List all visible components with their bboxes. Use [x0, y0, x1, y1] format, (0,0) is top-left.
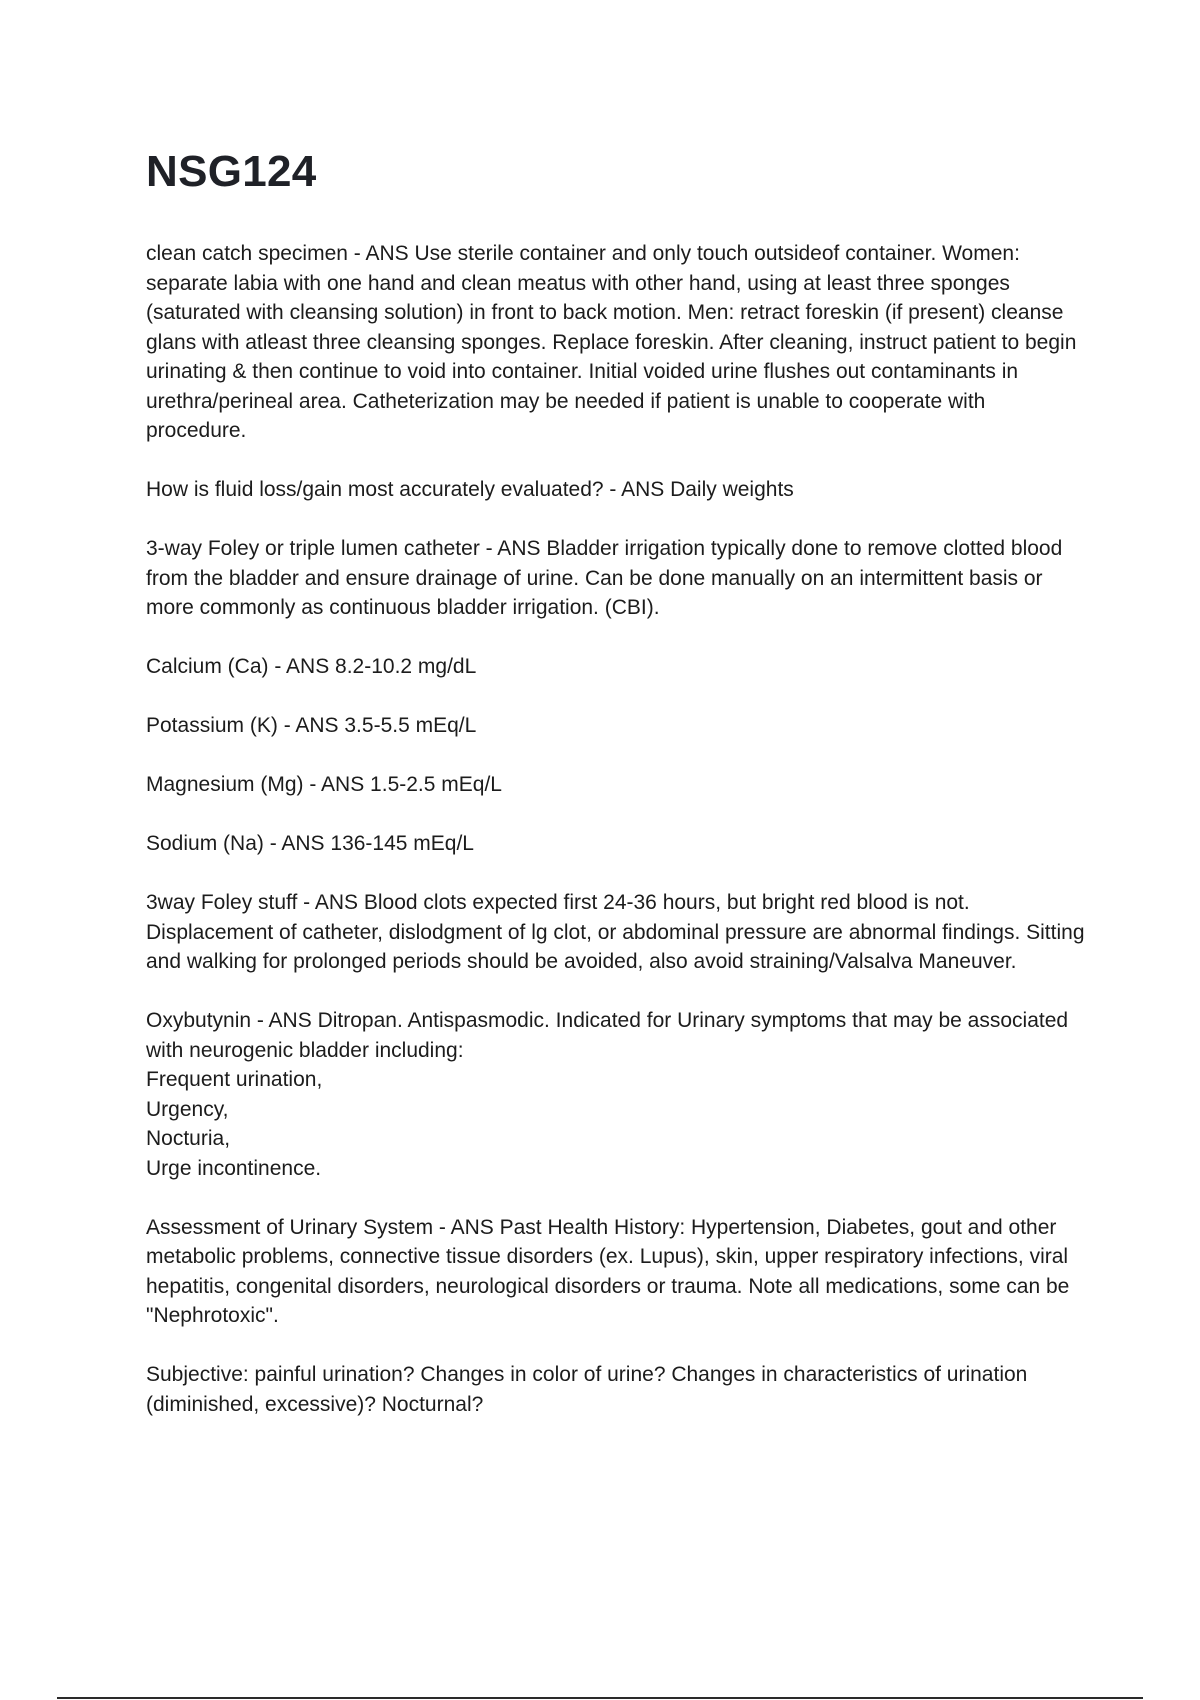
- paragraph-subjective: Subjective: painful urination? Changes in color of urine? Changes in characteristics of urination (diminished, excessive)? Nocturnal?: [146, 1363, 1028, 1416]
- list-item-nocturia: Nocturia,: [146, 1127, 231, 1150]
- paragraph-calcium: Calcium (Ca) - ANS 8.2-10.2 mg/dL: [146, 655, 477, 678]
- paragraph-sodium: Sodium (Na) - ANS 136-145 mEq/L: [146, 832, 474, 855]
- paragraph-oxybutynin: Oxybutynin - ANS Ditropan. Antispasmodic. Indicated for Urinary symptoms that may be associated with neurogenic bladder including:: [146, 1009, 1069, 1062]
- paragraph-potassium: Potassium (K) - ANS 3.5-5.5 mEq/L: [146, 714, 477, 737]
- paragraph-assessment-urinary-system: Assessment of Urinary System - ANS Past Health History: Hypertension, Diabetes, gout and other metabolic problems, connective tissue disorders (ex. Lupus), skin, upper respiratory infections, viral hepatitis, congenital disorders, neurological disorders or trauma. Note all medications, some can be "Nephrotoxic".: [146, 1215, 1070, 1327]
- paragraph-3way-foley-stuff: 3way Foley stuff - ANS Blood clots expected first 24-36 hours, but bright red blood is not. Displacement of catheter, dislodgment of lg clot, or abdominal pressure are abnormal findings. Sitting and walking for prolonged periods should be avoided, also avoid straining/Valsalva Maneuver.: [146, 891, 1085, 973]
- footer-divider: [57, 1697, 1143, 1699]
- list-item-frequent-urination: Frequent urination,: [146, 1068, 323, 1091]
- list-item-urge-incontinence: Urge incontinence.: [146, 1156, 322, 1180]
- page-title: NSG124: [146, 147, 317, 196]
- document-body: [146, 239, 1086, 1449]
- paragraph-fluid-loss-gain: How is fluid loss/gain most accurately evaluated? - ANS Daily weights: [146, 478, 794, 501]
- paragraph-clean-catch-specimen: clean catch specimen - ANS Use sterile container and only touch outsideof container. Women: separate labia with one hand and clean meatus with other hand, using at least three sponges (saturated with cleansing solution) in front to back motion. Men: retract foreskin (if present) cleanse glans with atleast three cleansing sponges. Replace foreskin. After cleaning, instruct patient to begin urinating & then continue to void into container. Initial voided urine flushes out contaminants in urethra/perineal area. Catheterization may be needed if patient is unable to cooperate with procedure.: [146, 242, 1077, 442]
- paragraph-magnesium: Magnesium (Mg) - ANS 1.5-2.5 mEq/L: [146, 773, 502, 796]
- paragraph-3-way-foley: 3-way Foley or triple lumen catheter - ANS Bladder irrigation typically done to remove clotted blood from the bladder and ensure drainage of urine. Can be done manually on an intermittent basis or more commonly as continuous bladder irrigation. (CBI).: [146, 537, 1063, 619]
- list-item-urgency: Urgency,: [146, 1097, 229, 1121]
